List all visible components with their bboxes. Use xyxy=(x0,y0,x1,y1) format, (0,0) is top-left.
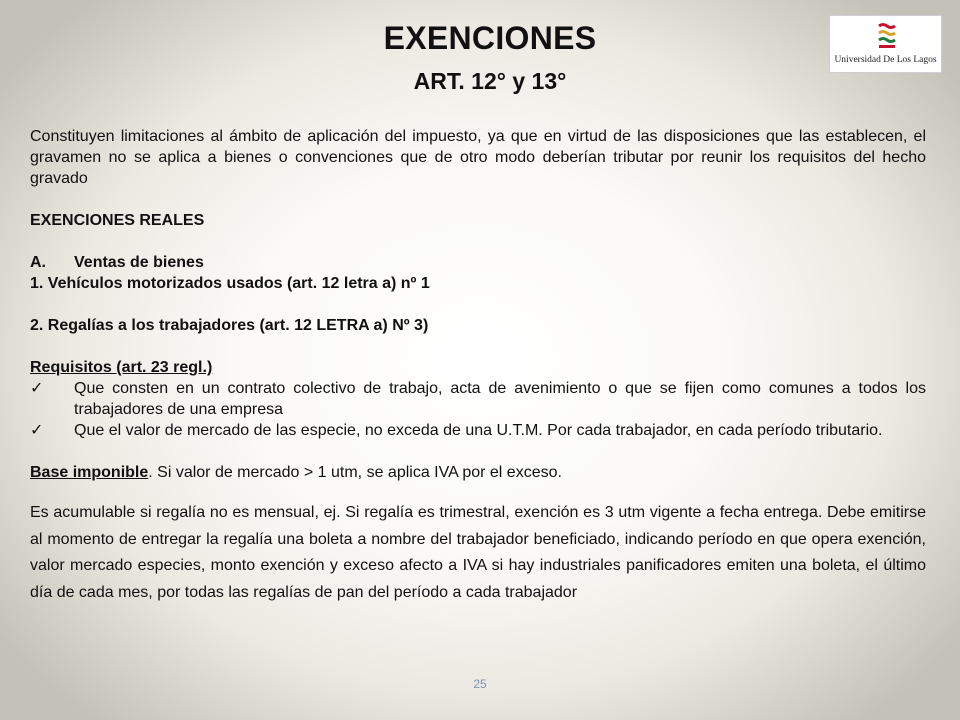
subsection-marker: A. xyxy=(30,254,46,271)
taxable-base-text: . Si valor de mercado > 1 utm, se aplica IVA por el exceso. xyxy=(148,464,562,481)
requirement-text: Que el valor de mercado de las especie, no exceda de una U.T.M. Por cada trabajador, en cada período tributario. xyxy=(74,422,883,439)
subsection-item xyxy=(30,252,926,273)
checkmark-icon: ✓ xyxy=(30,380,44,397)
page-number: 25 xyxy=(473,677,487,691)
subsection-label: Ventas de bienes xyxy=(74,254,204,271)
list-item-royalties: 2. Regalías a los trabajadores (art. 12 LETRA a) Nº 3) xyxy=(30,317,429,334)
university-logo xyxy=(829,15,942,73)
slide-title: EXENCIONES xyxy=(383,20,597,56)
requirement-item xyxy=(30,420,926,441)
slide-body xyxy=(30,126,926,606)
taxable-base-label: Base imponible xyxy=(30,464,149,481)
requirement-item xyxy=(30,378,926,420)
list-item-vehicles: 1. Vehículos motorizados usados (art. 12 letra a) nº 1 xyxy=(30,275,430,292)
intro-paragraph: Constituyen limitaciones al ámbito de aplicación del impuesto, ya que en virtud de las disposiciones que las establecen, el gravamen no se aplica a bienes o convenciones que de otro modo deberían tributar por reunir los requisitos del hecho gravado xyxy=(30,128,926,187)
university-emblem-icon xyxy=(878,22,896,52)
logo-text: Universidad De Los Lagos xyxy=(834,55,937,65)
checkmark-icon: ✓ xyxy=(30,422,44,439)
requirements-heading: Requisitos (art. 23 regl.) xyxy=(30,359,213,376)
taxable-base-paragraph xyxy=(30,462,926,483)
requirement-text: Que consten en un contrato colectivo de trabajo, acta de avenimiento o que se fijen como comunes a todos los trabajadores de una empresa xyxy=(74,380,926,418)
slide-subtitle: ART. 12° y 13° xyxy=(413,68,567,94)
section-heading: EXENCIONES REALES xyxy=(30,212,205,229)
closing-paragraph: Es acumulable si regalía no es mensual, ej. Si regalía es trimestral, exención es 3 utm vigente a fecha entrega. Debe emitirse al momento de entregar la regalía una boleta a nombre del trabajador beneficiado, indicando período en que opera exención, valor mercado especies, monto exención y exceso afecto a IVA si hay industriales panificadores emiten una boleta, el último día de cada mes, por todas las regalías de pan del período a cada trabajador xyxy=(30,504,926,601)
